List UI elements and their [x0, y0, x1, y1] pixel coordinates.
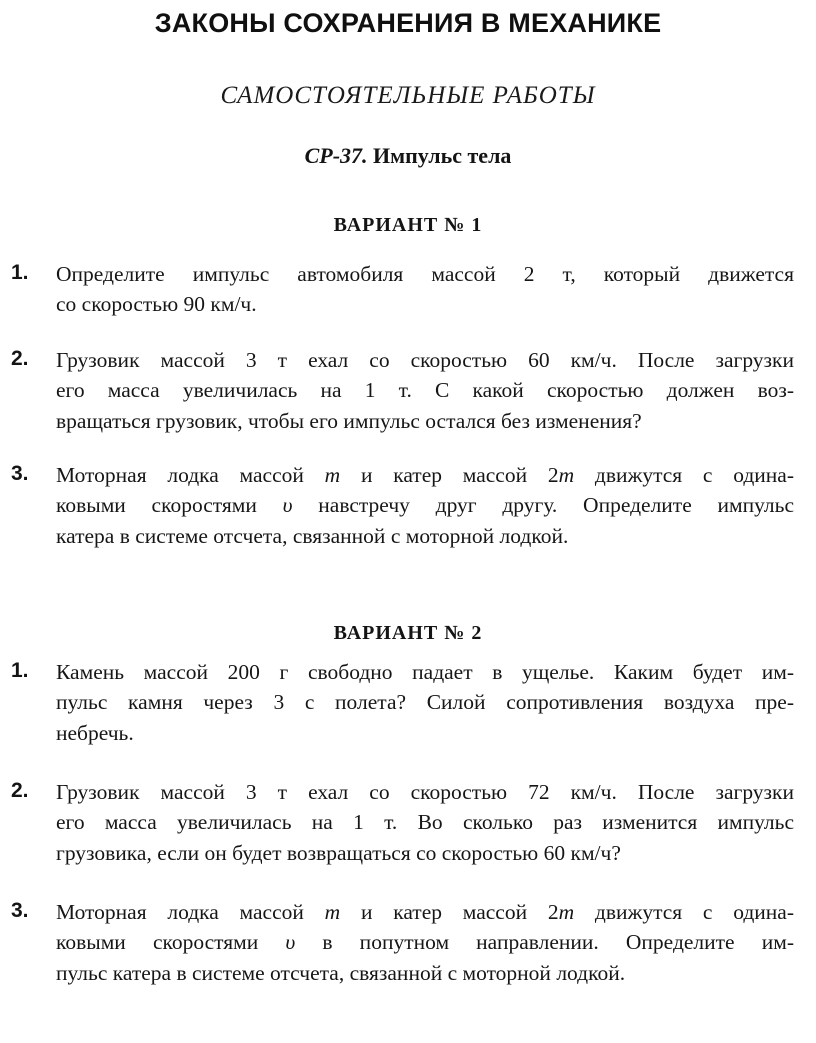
section-title: САМОСТОЯТЕЛЬНЫЕ РАБОТЫ: [220, 82, 596, 109]
task-text-line: небречь.: [56, 721, 134, 745]
task-text-line: грузовика, если он будет возвращаться со скоростью 60 км/ч?: [56, 841, 621, 865]
task-number: 1.: [11, 659, 29, 682]
task-text-line: ковыми скоростями υ в попутном направлении. Определите им-: [56, 930, 794, 954]
task-text-line: Моторная лодка массой m и катер массой 2m движутся с одина-: [56, 900, 794, 924]
task-text-line: Моторная лодка массой m и катер массой 2m движутся с одина-: [56, 463, 794, 487]
task-text-line: пульс катера в системе отсчета, связанной с моторной лодкой.: [56, 961, 626, 985]
task-text-line: пульс камня через 3 с полета? Силой сопротивления воздуха пре-: [56, 690, 794, 714]
task-number: 2.: [11, 779, 29, 802]
variant-2-heading: ВАРИАНТ № 2: [333, 622, 483, 644]
task-text-line: катера в системе отсчета, связанной с моторной лодкой.: [56, 524, 569, 548]
task-text-line: Камень массой 200 г свободно падает в ущелье. Каким будет им-: [56, 660, 794, 684]
task-text-line: Грузовик массой 3 т ехал со скоростью 72 км/ч. После загрузки: [56, 780, 794, 804]
chapter-title: ЗАКОНЫ СОХРАНЕНИЯ В МЕХАНИКЕ: [154, 8, 662, 38]
subsection-code: СР-37.: [304, 143, 368, 168]
task-text-line: вращаться грузовик, чтобы его импульс остался без изменения?: [56, 409, 642, 433]
task-text-line: Грузовик массой 3 т ехал со скоростью 60 км/ч. После загрузки: [56, 348, 794, 372]
variant-1-heading: ВАРИАНТ № 1: [333, 214, 483, 236]
task-number: 3.: [11, 462, 29, 485]
subsection-title: [0, 143, 816, 169]
task-text-line: Определите импульс автомобиля массой 2 т, который движется: [56, 262, 794, 286]
subsection-name: Импульс тела: [373, 143, 512, 168]
task-number: 2.: [11, 347, 29, 370]
task-text-line: его масса увеличилась на 1 т. С какой скоростью должен воз-: [56, 378, 794, 402]
task-text-line: ковыми скоростями υ навстречу друг другу. Определите импульс: [56, 493, 794, 517]
task-number: 3.: [11, 899, 29, 922]
task-text-line: его масса увеличилась на 1 т. Во сколько раз изменится импульс: [56, 810, 794, 834]
task-text-line: со скоростью 90 км/ч.: [56, 292, 257, 316]
task-number: 1.: [11, 261, 29, 284]
